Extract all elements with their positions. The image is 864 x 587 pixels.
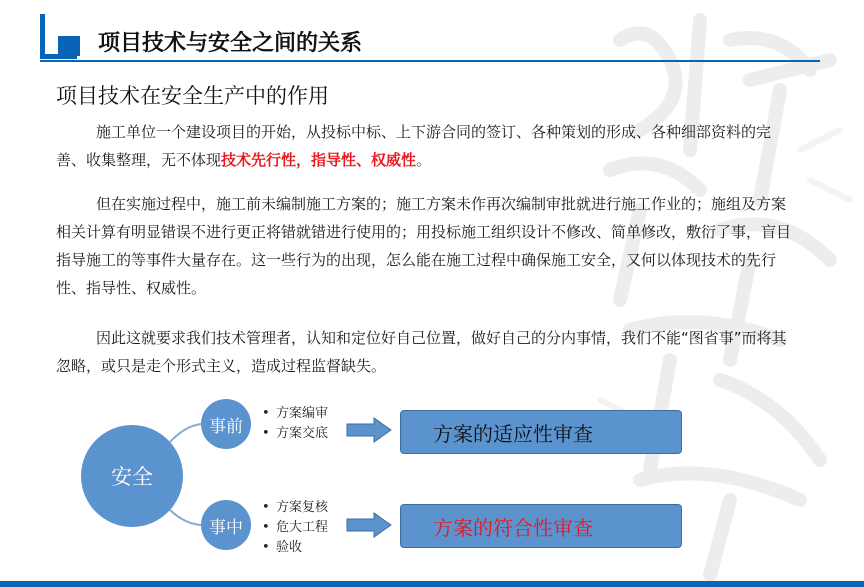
highlight-technical-priority: 技术先行性 <box>221 151 297 169</box>
paragraph-1-text: 施工单位一个建设项目的开始，从投标中标、上下游合同的签订、各种策划的形成、各种细部资料的完善、收集整理，无不体现 <box>56 123 772 169</box>
pre-stage-list <box>262 404 328 444</box>
paragraph-2: 但在实施过程中，施工前未编制施工方案的；施工方案未作再次编制审批就进行施工作业的；施组及方案相关计算有明显错误不进行更正将错就错进行使用的；用投标施工组织设计不修改、简单修改，敷衍了事，盲目指导施工的等事件大量存在。这一些行为的出现，怎么能在施工过程中确保施工安全，又何以体现技术的先行性、指导性、权威性。 <box>56 195 792 297</box>
list-item: • 方案复核 <box>262 498 328 518</box>
logo-mark <box>40 14 86 58</box>
pre-stage-node: 事前 <box>201 399 251 449</box>
highlight-separator: ， <box>296 151 312 169</box>
list-item: • 危大工程 <box>262 518 328 538</box>
list-item-continuation-text: 验收 <box>276 540 303 555</box>
arrow-right-icon <box>346 512 392 538</box>
paragraph-1-end: 。 <box>416 151 432 169</box>
result-box-conformity-review: 方案的符合性审查 <box>400 504 682 548</box>
list-item-continuation <box>262 538 328 558</box>
title-divider <box>40 60 820 62</box>
arrow-right-icon <box>346 417 392 443</box>
section-subtitle: 项目技术在安全生产中的作用 <box>56 84 329 108</box>
result-box-suitability-review: 方案的适应性审查 <box>400 410 682 454</box>
highlight-guidance-authority: 指导性、权威性 <box>311 151 417 169</box>
safety-node: 安全 <box>81 425 183 527</box>
paragraph-1 <box>56 118 796 174</box>
list-item: • 方案交底 <box>262 424 328 444</box>
page-title: 项目技术与安全之间的关系 <box>98 31 363 56</box>
footer-bar <box>0 581 864 587</box>
mid-stage-node: 事中 <box>201 500 251 550</box>
mid-stage-list <box>262 498 328 558</box>
list-item: • 方案编审 <box>262 404 328 424</box>
paragraph-3: 因此这就要求我们技术管理者，认知和定位好自己位置，做好自己的分内事情，我们不能“图省事”而将其忽略，或只是走个形式主义，造成过程监督缺失。 <box>56 329 787 375</box>
